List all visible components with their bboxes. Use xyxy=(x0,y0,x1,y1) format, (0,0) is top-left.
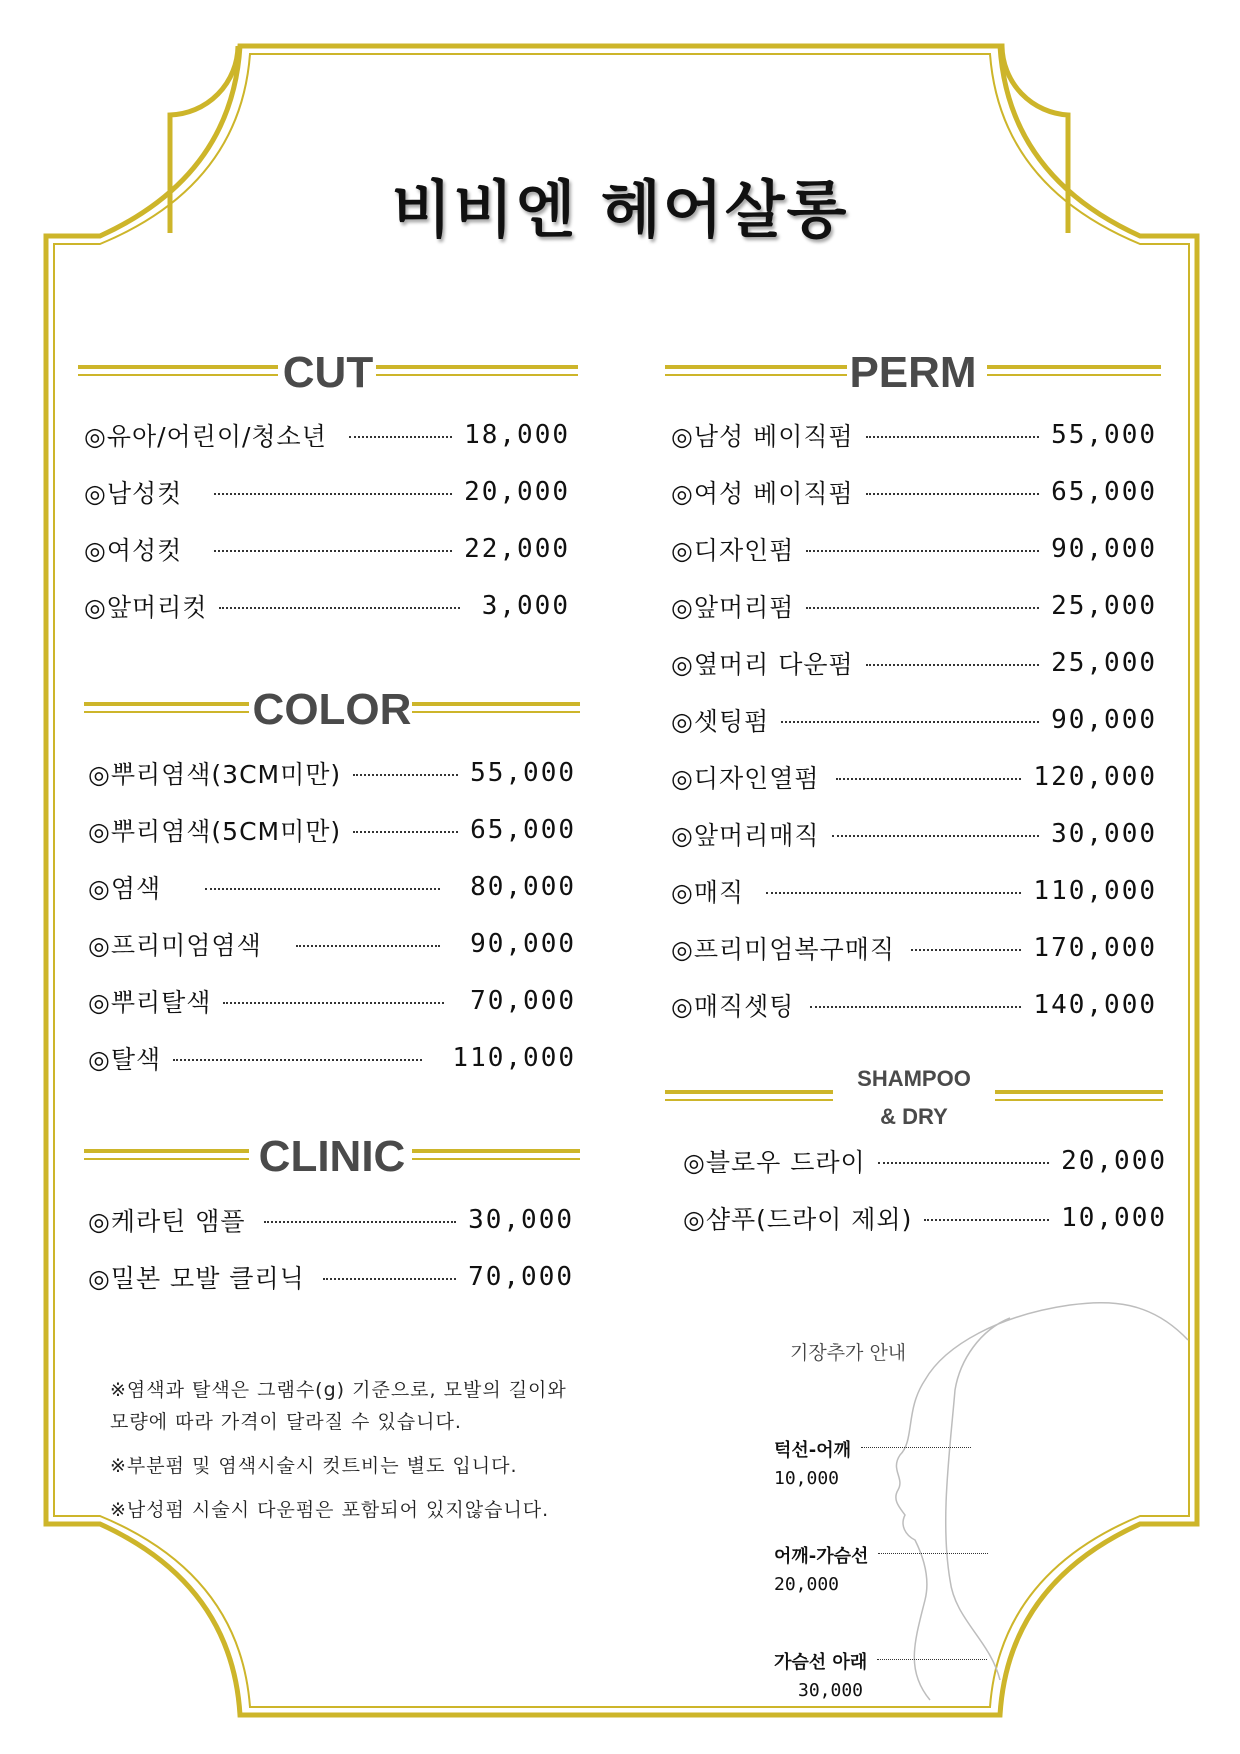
color-section-header xyxy=(84,680,580,740)
length-surcharge-title: 기장추가 안내 xyxy=(790,1342,907,1364)
clinic-item: ◎밀본 모발 클리닉 70,000 xyxy=(88,1262,574,1293)
cut-item: ◎여성컷 22,000 xyxy=(84,534,570,565)
note-down-perm: ※남성펌 시술시 다운펌은 포함되어 있지않습니다. xyxy=(110,1499,550,1521)
note-cut-fee: ※부분펌 및 염색시술시 컷트비는 별도 입니다. xyxy=(110,1455,518,1477)
note-coloring-price: ※염색과 탈색은 그램수(g) 기준으로, 모발의 길이와 모량에 따라 가격이 달라질 수 있습니다. xyxy=(110,1379,567,1433)
shampoo-heading-line1: SHAMPOO xyxy=(857,1066,971,1091)
perm-heading: PERM xyxy=(849,348,977,397)
color-item: ◎염색 80,000 xyxy=(88,872,576,903)
clinic-item: ◎케라틴 앰플 30,000 xyxy=(88,1205,574,1236)
shampoo-item: ◎블로우 드라이 20,000 xyxy=(683,1146,1167,1177)
perm-item: ◎매직 110,000 xyxy=(671,876,1157,907)
cut-item: ◎앞머리컷 3,000 xyxy=(84,591,570,622)
perm-item: ◎남성 베이직펌 55,000 xyxy=(671,420,1157,451)
perm-item: ◎셋팅펌 90,000 xyxy=(671,705,1157,736)
shampoo-section-header xyxy=(665,1060,1163,1140)
perm-item: ◎앞머리펌 25,000 xyxy=(671,591,1157,622)
color-item: ◎뿌리염색(3CM미만) 55,000 xyxy=(88,758,576,789)
clinic-heading: CLINIC xyxy=(258,1132,406,1181)
color-heading: COLOR xyxy=(252,685,412,734)
perm-item: ◎매직셋팅 140,000 xyxy=(671,990,1157,1021)
cut-item: ◎유아/어린이/청소년 18,000 xyxy=(84,420,570,451)
color-item: ◎탈색 110,000 xyxy=(88,1043,576,1074)
perm-item: ◎디자인열펌 120,000 xyxy=(671,762,1157,793)
length-item: 어깨-가슴선 20,000 xyxy=(774,1542,988,1595)
shampoo-item: ◎샴푸(드라이 제외) 10,000 xyxy=(683,1203,1167,1234)
cut-heading: CUT xyxy=(282,348,374,397)
perm-item: ◎디자인펌 90,000 xyxy=(671,534,1157,565)
color-item: ◎뿌리염색(5CM미만) 65,000 xyxy=(88,815,576,846)
perm-item: ◎프리미엄복구매직 170,000 xyxy=(671,933,1157,964)
color-item: ◎프리미엄염색 90,000 xyxy=(88,929,576,960)
shampoo-heading-line2: & DRY xyxy=(880,1104,948,1129)
perm-section-header xyxy=(665,343,1161,403)
cut-item: ◎남성컷 20,000 xyxy=(84,477,570,508)
perm-item: ◎앞머리매직 30,000 xyxy=(671,819,1157,850)
cut-section-header xyxy=(78,343,578,403)
clinic-section-header xyxy=(84,1127,580,1187)
length-item: 가슴선 아래 30,000 xyxy=(774,1648,987,1701)
salon-title: 비비엔 헤어살롱 xyxy=(391,173,849,246)
woman-silhouette-illustration xyxy=(896,1303,1188,1700)
perm-item: ◎옆머리 다운펌 25,000 xyxy=(671,648,1157,679)
perm-item: ◎여성 베이직펌 65,000 xyxy=(671,477,1157,508)
length-item: 턱선-어깨 10,000 xyxy=(774,1436,971,1489)
color-item: ◎뿌리탈색 70,000 xyxy=(88,986,576,1017)
